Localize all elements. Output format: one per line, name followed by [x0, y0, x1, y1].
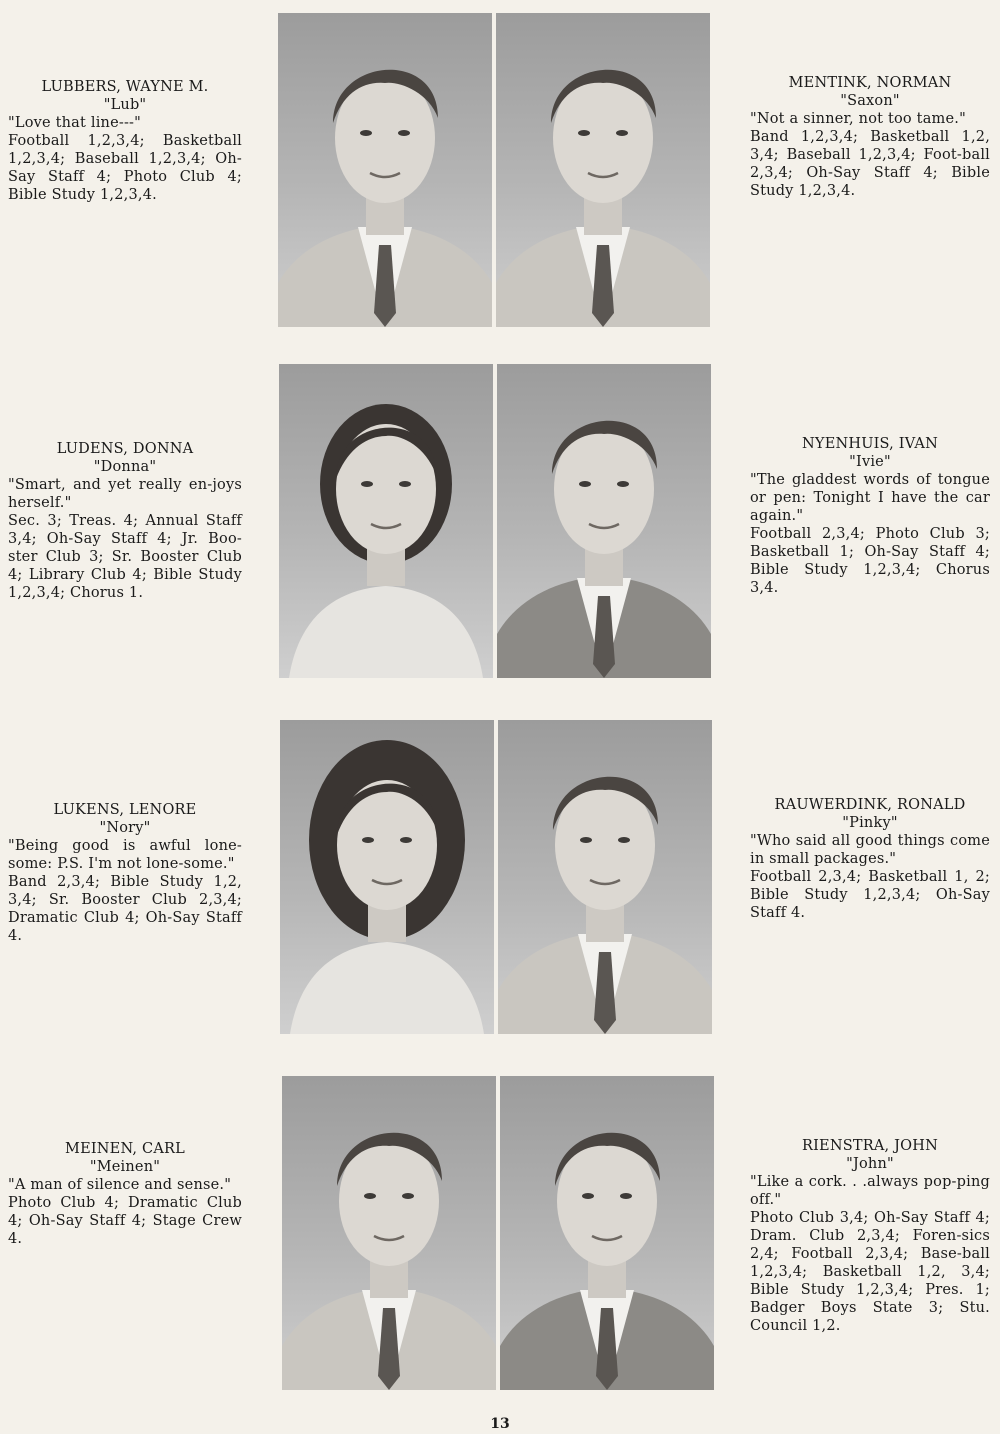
student-activities: Photo Club 4; Dramatic Club 4; Oh-Say Staff 4; Stage Crew 4.	[8, 1195, 242, 1247]
student-name: LUDENS, DONNA	[56, 441, 194, 457]
student-name: NYENHUIS, IVAN	[802, 436, 938, 452]
student-quote: "The gladdest words of tongue or pen: Tonight I have the car again."	[750, 472, 990, 524]
student-name: RAUWERDINK, RONALD	[774, 797, 966, 813]
photo-pair	[279, 364, 711, 678]
student-bio	[750, 435, 990, 597]
photo-pair	[282, 1076, 714, 1390]
student-nickname: "Donna"	[93, 459, 157, 475]
student-bio	[750, 74, 990, 200]
portrait-silhouette	[498, 720, 712, 1034]
student-quote: "A man of silence and sense."	[8, 1177, 232, 1193]
portrait-silhouette	[496, 13, 710, 327]
student-name: RIENSTRA, JOHN	[802, 1138, 938, 1154]
photo-pair	[280, 720, 712, 1034]
student-nickname: "Pinky"	[842, 815, 898, 831]
student-portrait	[500, 1076, 714, 1390]
student-portrait	[279, 364, 493, 678]
student-portrait	[278, 13, 492, 327]
student-portrait	[497, 364, 711, 678]
student-activities: Photo Club 3,4; Oh-Say Staff 4; Dram. Club 2,3,4; Foren-sics 2,4; Football 2,3,4; Base-ball 1,2,3,4; Basketball 1,2, 3,4; Bible Study 1,2,3,4; Pres. 1; Badger Boys State 3; Stu. Council 1,2.	[750, 1210, 990, 1334]
student-bio	[8, 1140, 242, 1248]
student-name: LUBBERS, WAYNE M.	[41, 79, 209, 95]
student-bio	[750, 796, 990, 922]
photo-pair	[278, 13, 710, 327]
student-activities: Football 1,2,3,4; Basketball 1,2,3,4; Baseball 1,2,3,4; Oh-Say Staff 4; Photo Club 4; Bible Study 1,2,3,4.	[8, 133, 242, 203]
portrait-silhouette	[278, 13, 492, 327]
student-quote: "Being good is awful lone-some: P.S. I'm not lone-some."	[8, 838, 242, 872]
portrait-silhouette	[500, 1076, 714, 1390]
student-bio	[750, 1137, 990, 1335]
student-portrait	[498, 720, 712, 1034]
student-activities: Band 2,3,4; Bible Study 1,2, 3,4; Sr. Booster Club 2,3,4; Dramatic Club 4; Oh-Say Staff 4.	[8, 874, 242, 944]
student-activities: Band 1,2,3,4; Basketball 1,2, 3,4; Baseball 1,2,3,4; Foot-ball 2,3,4; Oh-Say Staff 4; Bible Study 1,2,3,4.	[750, 129, 990, 199]
student-portrait	[282, 1076, 496, 1390]
portrait-silhouette	[282, 1076, 496, 1390]
portrait-silhouette	[280, 720, 494, 1034]
student-nickname: "Lub"	[103, 97, 147, 113]
student-name: MENTINK, NORMAN	[788, 75, 952, 91]
student-nickname: "Ivie"	[849, 454, 891, 470]
student-nickname: "John"	[846, 1156, 894, 1172]
student-activities: Sec. 3; Treas. 4; Annual Staff 3,4; Oh-Say Staff 4; Jr. Boo-ster Club 3; Sr. Booster Club 4; Library Club 4; Bible Study 1,2,3,4; Chorus 1.	[8, 513, 242, 601]
student-bio	[8, 801, 242, 945]
page-number: 13	[490, 1416, 510, 1432]
student-quote: "Not a sinner, not too tame."	[750, 111, 966, 127]
student-portrait	[496, 13, 710, 327]
student-bio	[8, 78, 242, 204]
student-quote: "Love that line---"	[8, 115, 142, 131]
student-portrait	[280, 720, 494, 1034]
student-name: LUKENS, LENORE	[53, 802, 197, 818]
student-nickname: "Nory"	[99, 820, 151, 836]
student-quote: "Smart, and yet really en-joys herself."	[8, 477, 242, 511]
student-quote: "Who said all good things come in small packages."	[750, 833, 990, 867]
portrait-silhouette	[279, 364, 493, 678]
portrait-silhouette	[497, 364, 711, 678]
student-name: MEINEN, CARL	[65, 1141, 185, 1157]
student-activities: Football 2,3,4; Photo Club 3; Basketball 1; Oh-Say Staff 4; Bible Study 1,2,3,4; Chorus 3,4.	[750, 526, 990, 596]
student-nickname: "Saxon"	[840, 93, 900, 109]
student-quote: "Like a cork. . .always pop-ping off."	[750, 1174, 990, 1208]
student-activities: Football 2,3,4; Basketball 1, 2; Bible Study 1,2,3,4; Oh-Say Staff 4.	[750, 869, 990, 921]
student-bio	[8, 440, 242, 602]
student-nickname: "Meinen"	[89, 1159, 161, 1175]
